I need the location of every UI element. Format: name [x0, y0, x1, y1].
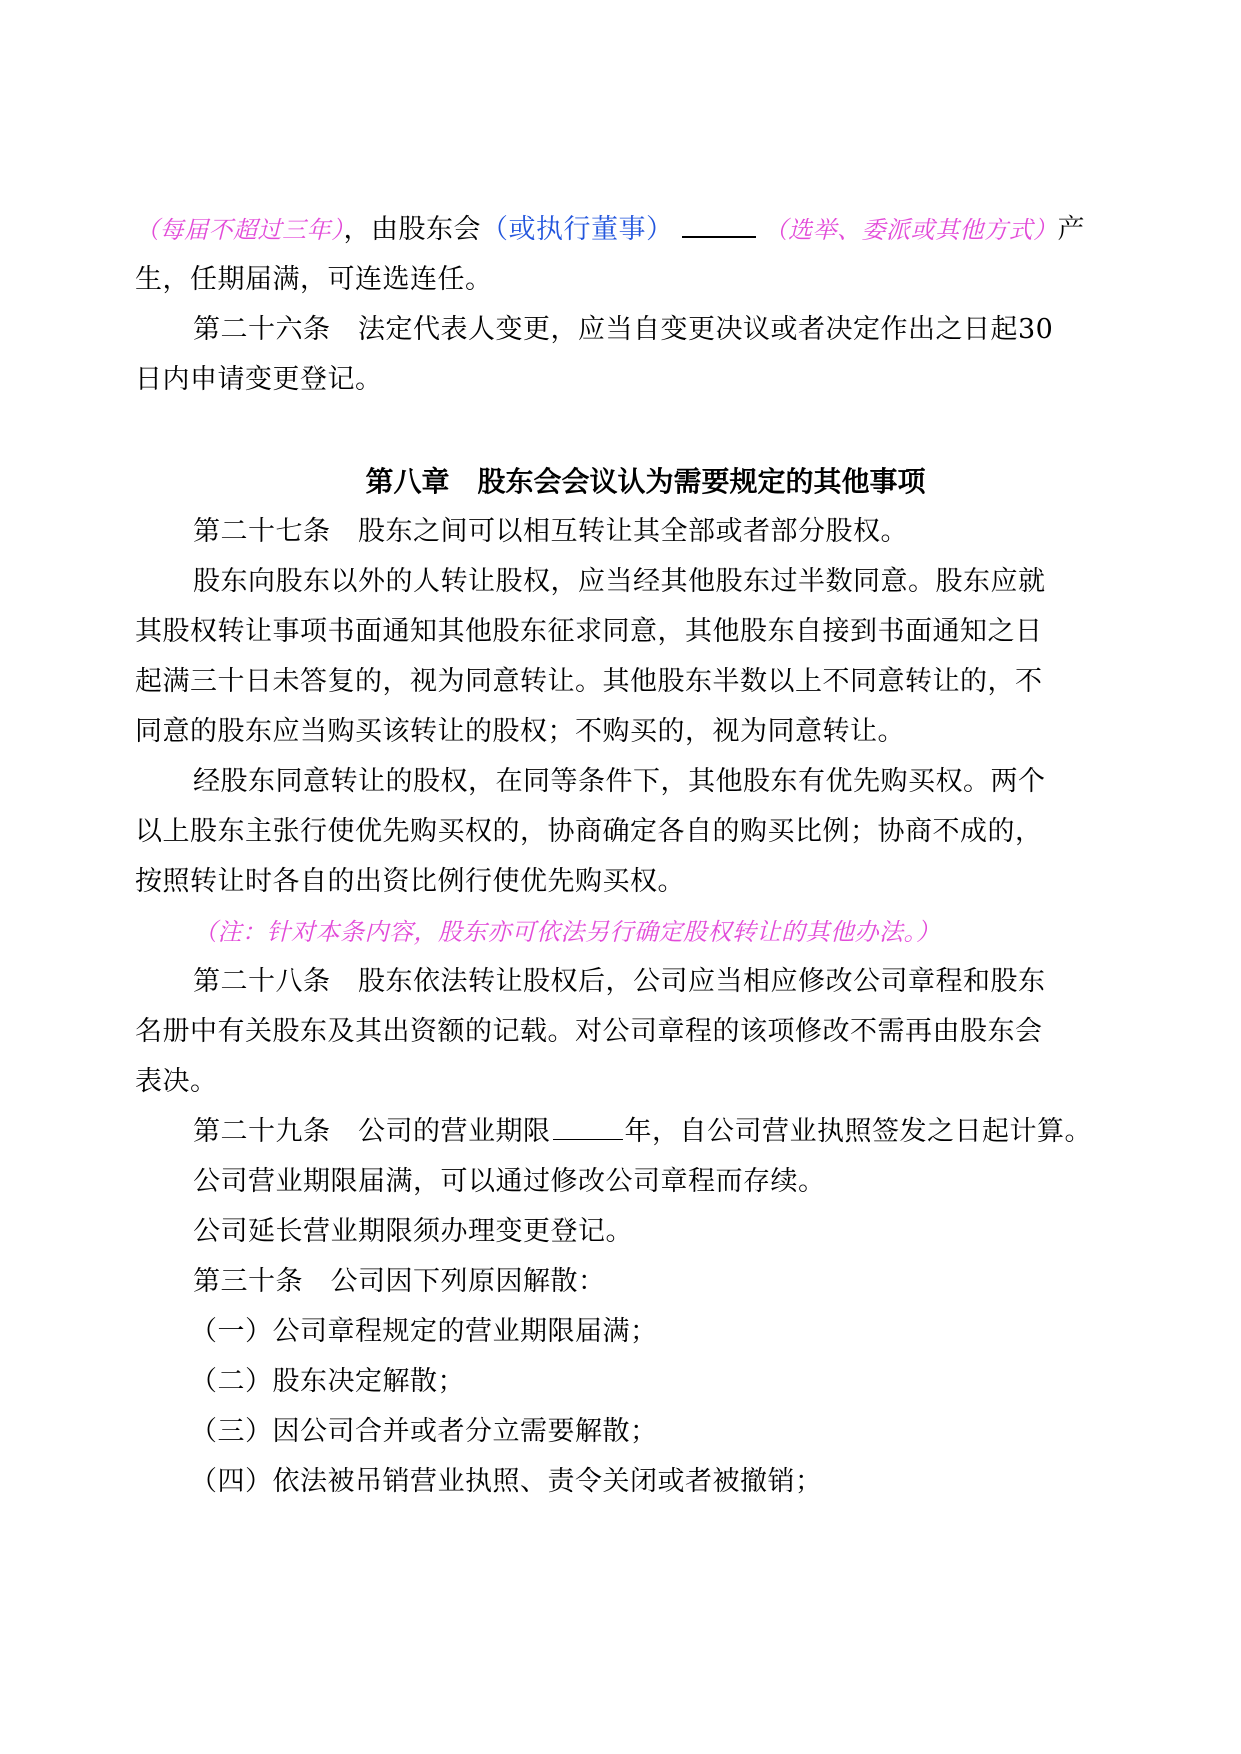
executive-director-note: （或执行董事）	[481, 214, 674, 245]
term-note: （每届不超过三年）	[135, 216, 344, 244]
article-29-line-3: 公司延长营业期限须办理变更登记。	[193, 1216, 633, 1247]
text-segment: 年，自公司营业执照签发之日起计算。	[624, 1116, 1092, 1147]
article-27-p2-line-4: 同意的股东应当购买该转让的股权；不购买的，视为同意转让。	[135, 716, 905, 747]
fill-in-blank[interactable]	[682, 212, 756, 238]
article-27-p2-line-1: 股东向股东以外的人转让股权，应当经其他股东过半数同意。股东应就	[193, 566, 1046, 597]
text-segment: ，由股东会	[343, 214, 481, 245]
article-27-p2-line-2: 其股权转让事项书面通知其他股东征求同意，其他股东自接到书面通知之日	[135, 616, 1043, 647]
selection-method-note: （选举、委派或其他方式）	[763, 216, 1058, 244]
article-28-line-2: 名册中有关股东及其出资额的记载。对公司章程的该项修改不需再由股东会	[135, 1016, 1043, 1047]
article-25-continuation-line-1	[135, 212, 1085, 248]
list-item: （三）因公司合并或者分立需要解散；	[190, 1416, 658, 1447]
article-29-line-2: 公司营业期限届满，可以通过修改公司章程而存续。	[193, 1166, 826, 1197]
article-27-p3-line-1: 经股东同意转让的股权，在同等条件下，其他股东有优先购买权。两个	[193, 766, 1046, 797]
chapter-8-heading-text: 第八章 股东会会议认为需要规定的其他事项	[365, 465, 926, 498]
article-27-p3-line-3: 按照转让时各自的出资比例行使优先购买权。	[135, 866, 685, 897]
article-28-line-3: 表决。	[135, 1066, 218, 1097]
article-26-line-1: 第二十六条 法定代表人变更，应当自变更决议或者决定作出之日起30	[193, 314, 1054, 345]
chapter-8-heading	[0, 464, 1241, 500]
list-item: （一）公司章程规定的营业期限届满；	[190, 1316, 658, 1347]
article-27-p3-line-2: 以上股东主张行使优先购买权的，协商确定各自的购买比例；协商不成的，	[135, 816, 1043, 847]
article-27-note: （注：针对本条内容，股东亦可依法另行确定股权转让的其他办法。）	[193, 918, 941, 946]
article-30-line-1: 第三十条 公司因下列原因解散：	[193, 1266, 606, 1297]
article-28-line-1: 第二十八条 股东依法转让股权后，公司应当相应修改公司章程和股东	[193, 966, 1046, 997]
text-segment: 产	[1057, 214, 1085, 245]
article-26-line-2: 日内申请变更登记。	[135, 364, 383, 395]
text-segment: 第二十九条 公司的营业期限	[193, 1116, 551, 1147]
article-27-line-1: 第二十七条 股东之间可以相互转让其全部或者部分股权。	[193, 516, 908, 547]
list-item: （二）股东决定解散；	[190, 1366, 465, 1397]
business-term-blank[interactable]	[553, 1115, 623, 1140]
list-item: （四）依法被吊销营业执照、责令关闭或者被撤销；	[190, 1466, 823, 1497]
article-29-line-1	[193, 1114, 1092, 1150]
article-25-continuation-line-2: 生，任期届满，可连选连任。	[135, 264, 493, 295]
article-27-p2-line-3: 起满三十日未答复的，视为同意转让。其他股东半数以上不同意转让的，不	[135, 666, 1043, 697]
